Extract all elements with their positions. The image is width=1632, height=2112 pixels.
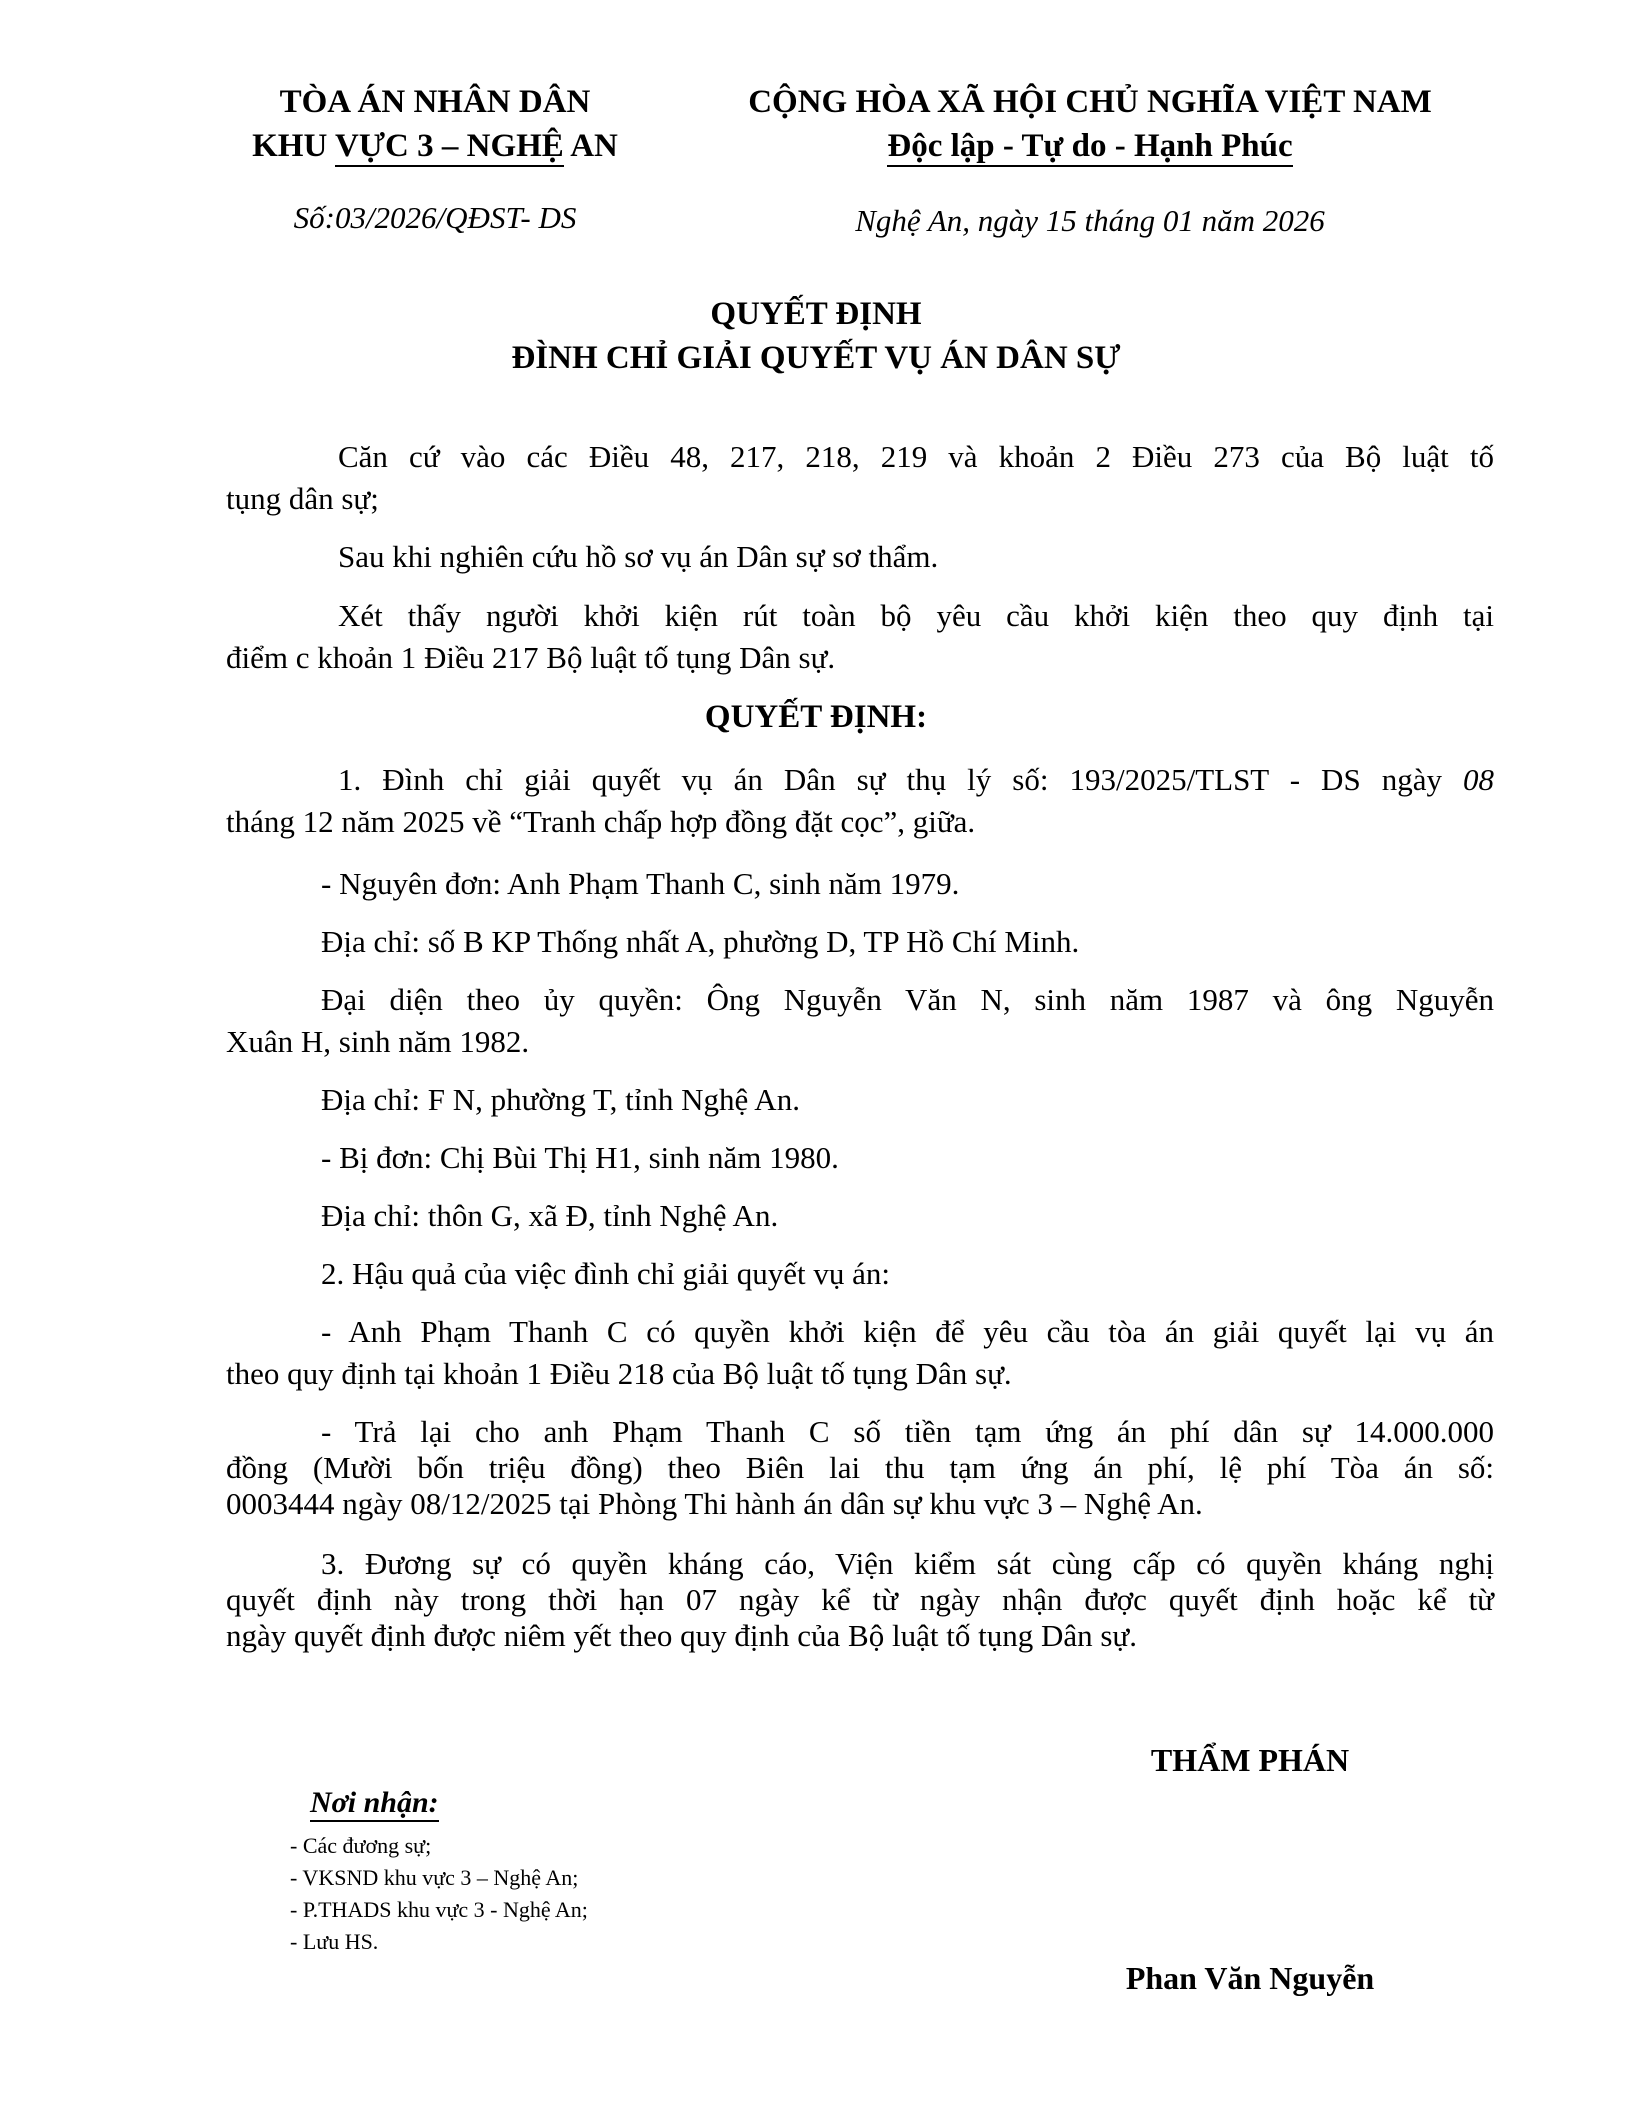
title-line2: ĐÌNH CHỈ GIẢI QUYẾT VỤ ÁN DÂN SỰ — [511, 340, 1121, 376]
signature-role: THẨM PHÁN — [1150, 1742, 1350, 1778]
finding-line1: Xét thấy người khởi kiện rút toàn bộ yêu cầu khởi kiện theo quy định tại — [338, 598, 1494, 633]
representative-line1: Đại diện theo ủy quyền: Ông Nguyễn Văn N, sinh năm 1987 và ông Nguyễn — [321, 982, 1494, 1017]
item2b-line1: - Trả lại cho anh Phạm Thanh C số tiền tạm ứng án phí dân sự 14.000.000 — [321, 1414, 1494, 1449]
motto-line — [700, 124, 1480, 168]
recipient-item: - Lưu HS. — [290, 1929, 379, 1954]
recipient-item: - VKSND khu vực 3 – Nghệ An; — [290, 1865, 579, 1890]
item2b-line3: 0003444 ngày 08/12/2025 tại Phòng Thi hành án dân sự khu vực 3 – Nghệ An. — [226, 1486, 1203, 1521]
document-number: Số:03/2026/QĐST- DS — [293, 200, 577, 235]
signature-name: Phan Văn Nguyễn — [1125, 1960, 1375, 1996]
review-statement: Sau khi nghiên cứu hồ sơ vụ án Dân sự sơ thẩm. — [338, 539, 939, 574]
title-line1: QUYẾT ĐỊNH — [710, 296, 922, 332]
item2b-line2: đồng (Mười bốn triệu đồng) theo Biên lai thu tạm ứng án phí, lệ phí Tòa án số: — [226, 1450, 1494, 1485]
item1-line1 — [338, 760, 1494, 800]
item1-day: 08 — [1463, 762, 1494, 797]
court-name-line2 — [200, 124, 670, 168]
item3-line2: quyết định này trong thời hạn 07 ngày kể từ ngày nhận được quyết định hoặc kể từ — [226, 1582, 1494, 1617]
item2a-line2: theo quy định tại khoản 1 Điều 218 của Bộ luật tố tụng Dân sự. — [226, 1356, 1012, 1391]
court-name-line1: TÒA ÁN NHÂN DÂN — [279, 84, 591, 120]
item2a-line1: - Anh Phạm Thanh C có quyền khởi kiện để yêu cầu tòa án giải quyết lại vụ án — [321, 1314, 1494, 1349]
motto: Độc lập - Tự do - Hạnh Phúc — [887, 128, 1292, 167]
recipients-heading — [310, 1786, 439, 1820]
court-name-underlined: VỰC 3 – NGHỆ — [335, 128, 564, 167]
legal-basis-line2: tụng dân sự; — [226, 481, 379, 516]
item1-text: 1. Đình chỉ giải quyết vụ án Dân sự thụ lý số: 193/2025/TLST - DS ngày — [338, 762, 1463, 797]
finding-line2: điểm c khoản 1 Điều 217 Bộ luật tố tụng Dân sự. — [226, 640, 836, 675]
court-name-block — [200, 80, 670, 168]
item3-line1: 3. Đương sự có quyền kháng cáo, Viện kiểm sát cùng cấp có quyền kháng nghị — [321, 1546, 1494, 1581]
legal-basis-line1: Căn cứ vào các Điều 48, 217, 218, 219 và khoản 2 Điều 273 của Bộ luật tố — [338, 439, 1494, 474]
court-name-prefix: KHU — [252, 128, 335, 164]
defendant-address: Địa chỉ: thôn G, xã Đ, tỉnh Nghệ An. — [321, 1198, 779, 1233]
defendant: - Bị đơn: Chị Bùi Thị H1, sinh năm 1980. — [321, 1140, 839, 1175]
decision-heading: QUYẾT ĐỊNH: — [704, 699, 928, 735]
court-name-suffix: AN — [563, 128, 618, 164]
representative-line2: Xuân H, sinh năm 1982. — [226, 1024, 530, 1059]
plaintiff-address: Địa chỉ: số B KP Thống nhất A, phường D, TP Hồ Chí Minh. — [321, 924, 1080, 959]
item3-line3: ngày quyết định được niêm yết theo quy định của Bộ luật tố tụng Dân sự. — [226, 1618, 1137, 1653]
representative-address: Địa chỉ: F N, phường T, tỉnh Nghệ An. — [321, 1082, 800, 1117]
national-heading-block — [700, 80, 1480, 168]
country-name: CỘNG HÒA XÃ HỘI CHỦ NGHĨA VIỆT NAM — [748, 84, 1432, 120]
item1-line2: tháng 12 năm 2025 về “Tranh chấp hợp đồng đặt cọc”, giữa. — [226, 804, 976, 839]
document-title — [200, 292, 1432, 380]
recipient-item: - P.THADS khu vực 3 - Nghệ An; — [290, 1897, 588, 1922]
place-date: Nghệ An, ngày 15 tháng 01 năm 2026 — [855, 203, 1325, 238]
recipient-item: - Các đương sự; — [290, 1833, 432, 1858]
recipients-heading-text: Nơi nhận: — [310, 1786, 439, 1822]
plaintiff: - Nguyên đơn: Anh Phạm Thanh C, sinh năm 1979. — [321, 866, 960, 901]
item2-heading: 2. Hậu quả của việc đình chỉ giải quyết vụ án: — [321, 1256, 891, 1291]
